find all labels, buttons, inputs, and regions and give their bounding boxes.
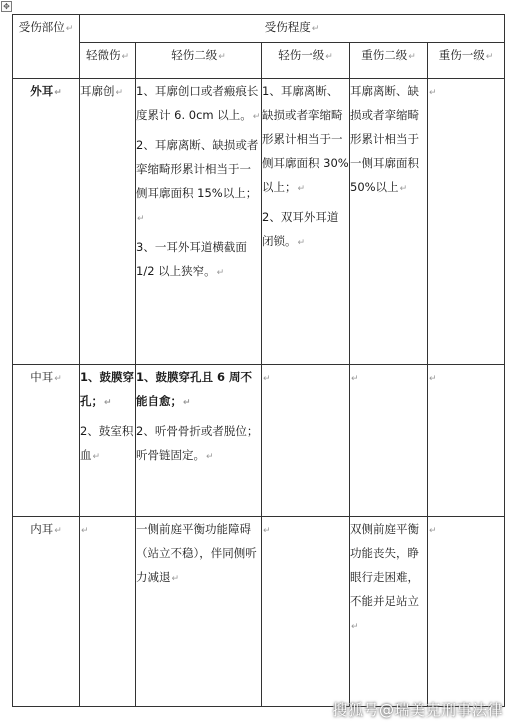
paragraph-mark: ↵ [297,184,306,194]
paragraph-mark: ↵ [297,238,306,248]
cell-paragraph [136,419,261,469]
serious1-cell [428,365,505,517]
table-row [13,517,505,707]
cell-paragraph [262,205,349,255]
cell-paragraph [80,419,135,469]
minor-cell [80,365,136,517]
paragraph-text: 双侧前庭平衡功能丧失，睁眼行走困难，不能并足站立 [350,522,419,608]
minor-cell [80,79,136,365]
cell-paragraph [136,79,261,129]
paragraph-mark: ↵ [137,214,145,224]
serious1-cell [428,79,505,365]
paragraph-mark: ↵ [81,526,89,536]
cell-paragraph [262,79,349,201]
region-cell: 外耳↵ [13,79,80,365]
serious1-cell [428,517,505,707]
paragraph-mark: ↵ [351,374,359,384]
table-row [13,79,505,365]
paragraph-text: 2、鼓室积血 [80,424,134,462]
paragraph-mark: ↵ [429,526,437,536]
light2-cell [136,517,262,707]
header-level-serious1: 重伤一级↵ [428,43,505,79]
cell-paragraph [350,517,427,639]
paragraph-text: 1、耳廓离断、缺损或者挛缩畸形累计相当于一侧耳廓面积 30%以上； [262,84,349,194]
paragraph-text: 1、鼓膜穿孔； [80,370,135,408]
paragraph-mark: ↵ [429,374,437,384]
paragraph-mark: ↵ [429,88,437,98]
cell-paragraph [350,79,427,201]
paragraph-mark: ↵ [399,184,408,194]
cell-paragraph [136,517,261,591]
header-level-light1: 轻伤一级↵ [262,43,350,79]
cell-paragraph [80,365,135,415]
move-anchor-icon[interactable]: ✥ [1,1,12,12]
serious2-cell [350,517,428,707]
paragraph-mark: ↵ [263,526,271,536]
cell-paragraph [80,79,135,105]
paragraph-text: 3、一耳外耳道横截面 1/2 以上狭窄。 [136,240,247,278]
cell-paragraph [136,235,261,285]
paragraph-mark: ↵ [263,374,271,384]
light1-cell [262,365,350,517]
paragraph-text: 1、鼓膜穿孔且 6 周不能自愈； [136,370,253,408]
paragraph-mark: ↵ [171,574,180,584]
cell-paragraph [136,133,261,231]
paragraph-mark: ↵ [351,622,359,632]
injury-grade-table [12,14,505,707]
paragraph-text: 2、听骨骨折或者脱位；听骨链固定。 [136,424,259,462]
header-level-light2: 轻伤二级↵ [136,43,262,79]
header-level-minor: 轻微伤↵ [80,43,136,79]
paragraph-text: 2、耳廓离断、缺损或者挛缩畸形累计相当于一侧耳廓面积 15%以上； [136,138,259,200]
paragraph-text: 一侧前庭平衡功能障碍（站立不稳），伴同侧听力减退 [136,522,257,584]
paragraph-mark: ↵ [104,398,112,408]
paragraph-mark: ↵ [115,88,124,98]
region-cell: 中耳↵ [13,365,80,517]
paragraph-text: 1、耳廓创口或者瘢痕长度累计 6. 0cm 以上。 [136,84,259,122]
serious2-cell [350,79,428,365]
light1-cell [262,79,350,365]
paragraph-mark: ↵ [206,452,214,462]
paragraph-text: 耳廓离断、缺损或者挛缩畸形累计相当于一侧耳廓面积 50%以上 [350,84,419,194]
paragraph-text: 2、双耳外耳道闭锁。 [262,210,339,248]
paragraph-mark: ↵ [216,268,225,278]
header-severity: 受伤程度↵ [80,15,505,43]
paragraph-mark: ↵ [252,112,261,122]
serious2-cell [350,365,428,517]
light1-cell [262,517,350,707]
table-row [13,365,505,517]
cell-paragraph [136,365,261,415]
header-body-part: 受伤部位↵ [13,15,80,79]
region-cell: 内耳↵ [13,517,80,707]
paragraph-mark: ↵ [92,452,101,462]
paragraph-mark: ↵ [183,398,191,408]
header-level-serious2: 重伤二级↵ [350,43,428,79]
paragraph-text: 耳廓创 [80,84,115,98]
minor-cell [80,517,136,707]
light2-cell [136,79,262,365]
watermark: 搜狐号@瑞美克刑事法律 [332,701,503,719]
light2-cell [136,365,262,517]
